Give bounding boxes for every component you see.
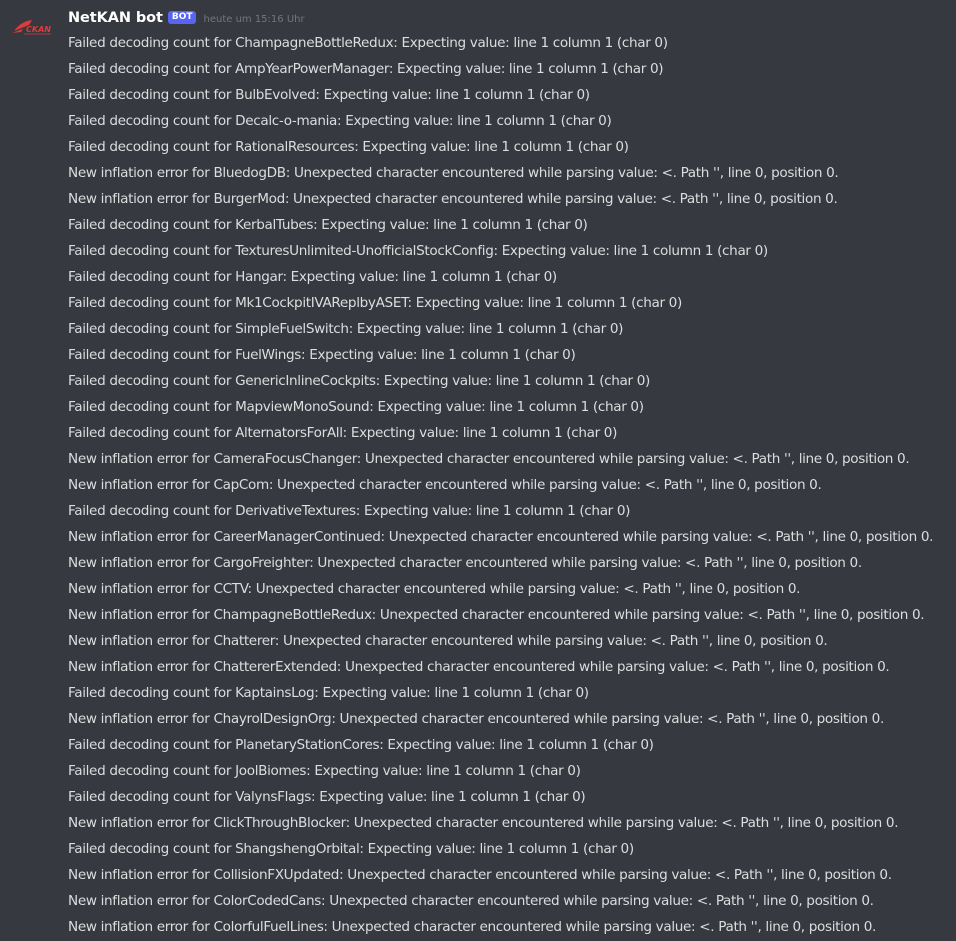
- message-line: Failed decoding count for KerbalTubes: Expecting value: line 1 column 1 (char 0): [68, 217, 588, 233]
- message-line: Failed decoding count for ValynsFlags: Expecting value: line 1 column 1 (char 0): [68, 789, 586, 805]
- message-line: Failed decoding count for Decalc-o-mania: Expecting value: line 1 column 1 (char 0): [68, 113, 612, 129]
- message-line: Failed decoding count for DerivativeTextures: Expecting value: line 1 column 1 (char 0): [68, 503, 631, 519]
- message-line: Failed decoding count for SimpleFuelSwitch: Expecting value: line 1 column 1 (char 0): [68, 321, 624, 337]
- message-line: Failed decoding count for ShangshengOrbital: Expecting value: line 1 column 1 (char 0): [68, 841, 634, 857]
- avatar-logo-text: CKAN: [26, 25, 51, 34]
- message-line: Failed decoding count for Mk1CockpitIVAReplbyASET: Expecting value: line 1 column 1 (char 0): [68, 295, 682, 311]
- message-line: Failed decoding count for AmpYearPowerManager: Expecting value: line 1 column 1 (char 0): [68, 61, 664, 77]
- message-line: Failed decoding count for TexturesUnlimited-UnofficialStockConfig: Expecting value: line 1 column 1 (char 0): [68, 243, 768, 259]
- message-line: New inflation error for CargoFreighter: Unexpected character encountered while parsing value: <. Path '', line 0, position 0.: [68, 555, 862, 571]
- message-line: Failed decoding count for BulbEvolved: Expecting value: line 1 column 1 (char 0): [68, 87, 590, 103]
- message-line: Failed decoding count for ChampagneBottleRedux: Expecting value: line 1 column 1 (char 0): [68, 35, 668, 51]
- message-header: [68, 7, 956, 29]
- message-line: New inflation error for Chatterer: Unexpected character encountered while parsing value: <. Path '', line 0, position 0.: [68, 633, 828, 649]
- message-line: New inflation error for ChayrolDesignOrg: Unexpected character encountered while parsing value: <. Path '', line 0, position 0.: [68, 711, 884, 727]
- message-line: New inflation error for ColorfulFuelLines: Unexpected character encountered while parsing value: <. Path '', line 0, position 0.: [68, 919, 877, 935]
- message-line: Failed decoding count for MapviewMonoSound: Expecting value: line 1 column 1 (char 0): [68, 399, 644, 415]
- bot-badge: BOT: [168, 11, 197, 24]
- message-content: [68, 30, 956, 940]
- message-line: Failed decoding count for PlanetaryStationCores: Expecting value: line 1 column 1 (char 0): [68, 737, 654, 753]
- message-line: Failed decoding count for AlternatorsForAll: Expecting value: line 1 column 1 (char 0): [68, 425, 618, 441]
- message-line: New inflation error for BurgerMod: Unexpected character encountered while parsing value: <. Path '', line 0, position 0.: [68, 191, 838, 207]
- message-line: New inflation error for ColorCodedCans: Unexpected character encountered while parsing value: <. Path '', line 0, position 0.: [68, 893, 874, 909]
- message-line: New inflation error for ChampagneBottleRedux: Unexpected character encountered while parsing value: <. Path '', line 0, position 0.: [68, 607, 925, 623]
- message-line: New inflation error for CapCom: Unexpected character encountered while parsing value: <. Path '', line 0, position 0.: [68, 477, 822, 493]
- message-line: Failed decoding count for GenericInlineCockpits: Expecting value: line 1 column 1 (char 0): [68, 373, 650, 389]
- message-line: Failed decoding count for RationalResources: Expecting value: line 1 column 1 (char 0): [68, 139, 629, 155]
- message-line: New inflation error for BluedogDB: Unexpected character encountered while parsing value: <. Path '', line 0, position 0.: [68, 165, 839, 181]
- ckan-logo-icon[interactable]: [12, 17, 52, 39]
- message-line: Failed decoding count for JoolBiomes: Expecting value: line 1 column 1 (char 0): [68, 763, 581, 779]
- message-line: Failed decoding count for KaptainsLog: Expecting value: line 1 column 1 (char 0): [68, 685, 589, 701]
- message-line: New inflation error for ChattererExtended: Unexpected character encountered while parsing value: <. Path '', line 0, position 0.: [68, 659, 890, 675]
- message-line: New inflation error for CareerManagerContinued: Unexpected character encountered while parsing value: <. Path '', line 0, position 0.: [68, 529, 934, 545]
- message-line: New inflation error for ClickThroughBlocker: Unexpected character encountered while parsing value: <. Path '', line 0, position 0.: [68, 815, 899, 831]
- ckan-logo-svg: [12, 17, 52, 39]
- author-name[interactable]: NetKAN bot: [68, 10, 163, 26]
- message-line: Failed decoding count for FuelWings: Expecting value: line 1 column 1 (char 0): [68, 347, 576, 363]
- message-line: New inflation error for CollisionFXUpdated: Unexpected character encountered while parsing value: <. Path '', line 0, position 0.: [68, 867, 892, 883]
- message-line: Failed decoding count for Hangar: Expecting value: line 1 column 1 (char 0): [68, 269, 557, 285]
- message-timestamp[interactable]: heute um 15:16 Uhr: [203, 13, 305, 25]
- message-line: New inflation error for CameraFocusChanger: Unexpected character encountered while parsing value: <. Path '', line 0, position 0.: [68, 451, 910, 467]
- message-line: New inflation error for CCTV: Unexpected character encountered while parsing value: <. Path '', line 0, position 0.: [68, 581, 801, 597]
